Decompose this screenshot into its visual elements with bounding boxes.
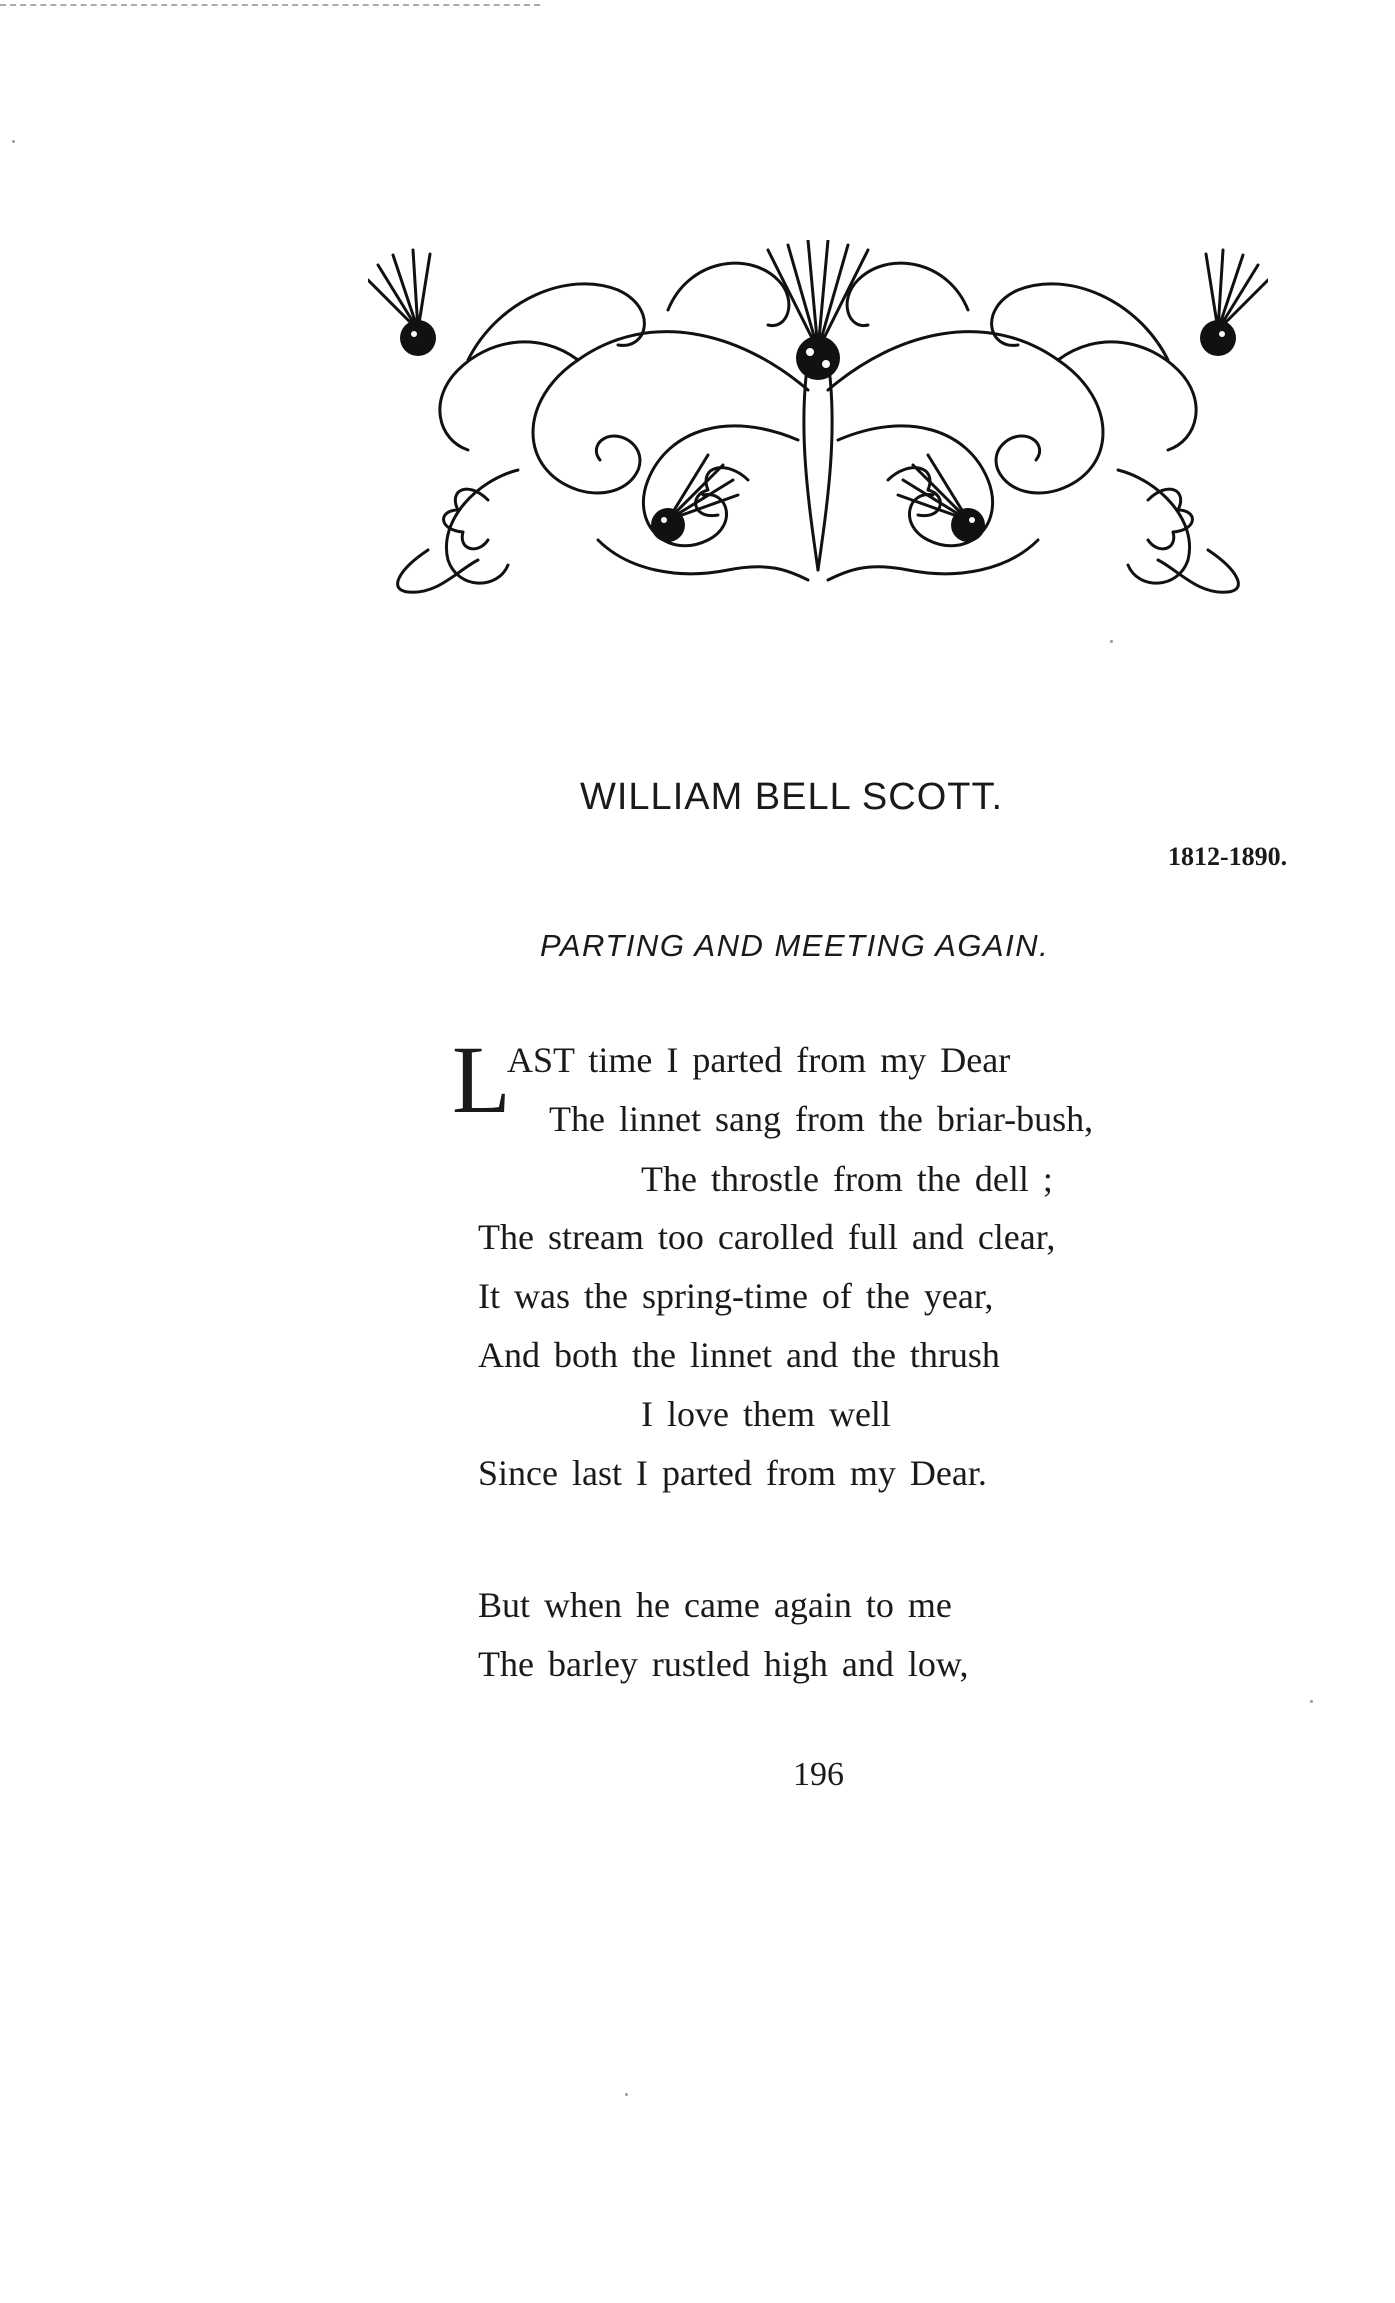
poem-line: I love them well — [641, 1394, 891, 1434]
poem-line: Since last I parted from my Dear. — [478, 1453, 987, 1493]
paper-speck — [1110, 640, 1113, 643]
poem-line: But when he came again to me — [478, 1585, 952, 1625]
paper-speck — [625, 2093, 628, 2096]
poem-line: The stream too carolled full and clear, — [478, 1217, 1056, 1257]
page-number: 196 — [793, 1756, 844, 1793]
drop-cap: L — [452, 1026, 511, 1133]
poem-title: PARTING AND MEETING AGAIN. — [540, 928, 1050, 963]
poem-line: And both the linnet and the thrush — [478, 1335, 1000, 1375]
poem-line: AST time I parted from my Dear — [507, 1040, 1011, 1080]
poem-line: The throstle from the dell ; — [641, 1159, 1053, 1199]
poem-line: The barley rustled high and low, — [478, 1644, 969, 1684]
author-heading: WILLIAM BELL SCOTT. — [580, 776, 1004, 818]
poem-line: The linnet sang from the briar-bush, — [549, 1099, 1094, 1139]
author-dates: 1812-1890. — [1168, 842, 1288, 871]
paper-speck — [1310, 1700, 1313, 1703]
paper-speck — [12, 140, 15, 143]
poem-line: It was the spring-time of the year, — [478, 1276, 994, 1316]
